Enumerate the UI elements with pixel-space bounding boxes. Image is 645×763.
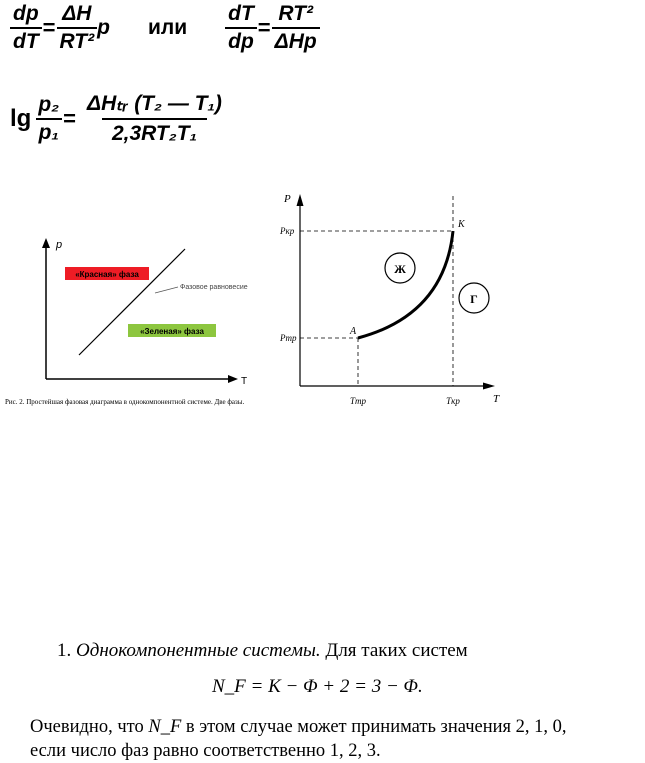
factor-p: p <box>97 16 110 39</box>
x-axis-label: T <box>493 393 500 405</box>
para-line2: если число фаз равно соответственно 1, 2, 3. <box>30 741 381 761</box>
equals-sign: = <box>63 106 77 131</box>
numerator: dT <box>228 2 254 25</box>
fraction-dp-dT <box>10 2 42 54</box>
equals-sign: = <box>257 15 271 40</box>
log-symbol: lg <box>10 105 32 132</box>
formula-clausius-clapeyron <box>10 2 400 66</box>
t-crit-label: Tкр <box>446 396 460 406</box>
denominator: RT² <box>57 27 98 54</box>
denominator: p₁ <box>36 118 62 145</box>
numerator: ΔHₜᵣ (T₂ — T₁) <box>87 92 222 115</box>
y-axis-arrow <box>42 238 50 248</box>
denominator: dp <box>225 27 257 54</box>
equals-sign: = <box>42 15 56 40</box>
pointer-line <box>155 287 178 293</box>
explanation-paragraph <box>30 715 640 763</box>
x-axis-arrow <box>483 383 495 390</box>
equilibrium-curve <box>358 231 453 338</box>
fraction-dH-RT2 <box>57 2 98 54</box>
section-title-rest: Для таких систем <box>325 640 468 661</box>
y-axis-label: p <box>56 239 63 251</box>
formula-integrated <box>10 92 310 158</box>
point-k-label: K <box>458 219 465 230</box>
para-start: Очевидно, что <box>30 717 144 737</box>
numerator: dp <box>13 2 39 25</box>
denominator: ΔHp <box>272 27 320 54</box>
numerator: RT² <box>278 2 313 25</box>
y-axis-label: P <box>284 193 291 205</box>
connector-word: или <box>147 16 188 39</box>
fraction-RT2-dHp <box>272 2 320 54</box>
y-axis-arrow <box>297 194 304 206</box>
denominator: dT <box>10 27 42 54</box>
fraction-enthalpy <box>77 92 232 146</box>
fraction-p2-p1 <box>35 93 62 145</box>
phase-rule-formula: N_F = K − Φ + 2 = 3 − Φ. <box>212 676 423 697</box>
point-a-label: A <box>350 326 357 337</box>
p-crit-label: Pкр <box>280 226 295 236</box>
section-heading <box>57 640 468 662</box>
phase-diagram-two-phases <box>0 234 270 424</box>
fraction-dT-dp <box>225 2 257 54</box>
para-variable: N_F <box>148 717 182 737</box>
denominator: 2,3RT₂T₁ <box>102 118 207 146</box>
phase-diagram-critical <box>278 188 508 414</box>
t-triple-label: Tтр <box>349 396 367 406</box>
liquid-label: Ж <box>394 262 406 276</box>
x-axis-label: T <box>241 376 248 387</box>
equilibrium-label: Фазовое равновесие <box>180 284 248 291</box>
para-middle: в этом случае может принимать значения 2, 1, 0, <box>185 717 567 737</box>
equilibrium-line <box>79 249 185 355</box>
red-phase-label: «Красная» фаза <box>75 270 139 279</box>
gas-label: Г <box>470 292 478 306</box>
green-phase-label: «Зеленая» фаза <box>140 327 204 336</box>
p-triple-label: Pтр <box>280 333 297 343</box>
section-title-italic: Однокомпонентные системы. <box>76 640 321 661</box>
numerator: p₂ <box>38 93 60 116</box>
section-number: 1. <box>57 640 72 661</box>
x-axis-arrow <box>228 375 238 383</box>
numerator: ΔH <box>62 2 92 25</box>
figure-caption: Рис. 2. Простейшая фазовая диаграмма в однокомпонентной системе. Две фазы. <box>5 398 245 406</box>
